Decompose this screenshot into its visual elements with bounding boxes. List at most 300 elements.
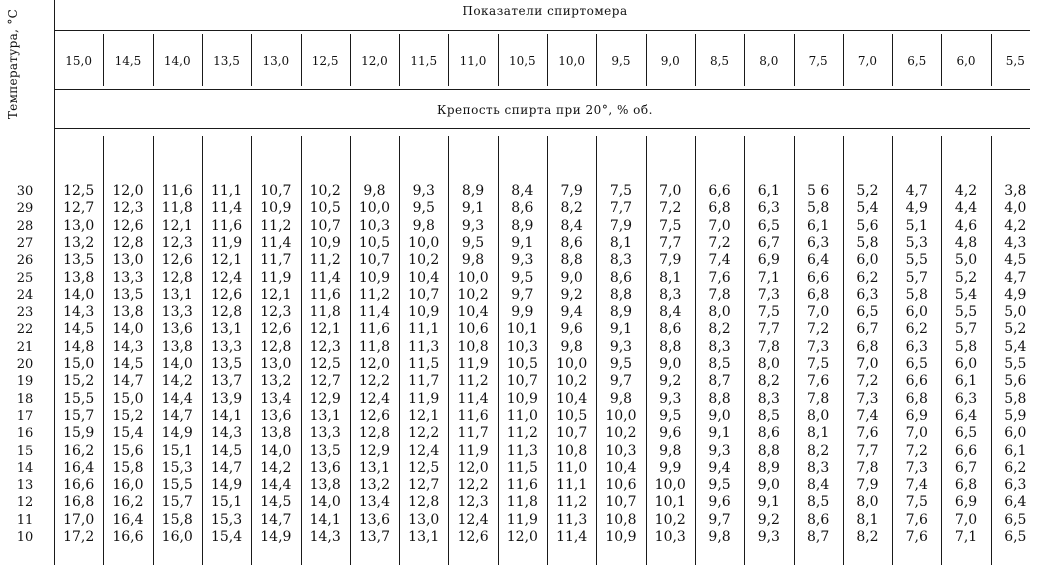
table-cell: 6,5 (905, 356, 928, 372)
table-cell: 6,3 (856, 286, 879, 303)
temperature-value: 14 (16, 460, 34, 476)
table-cell: 5,7 (905, 269, 928, 286)
table-cell: 5,0 (954, 252, 978, 269)
table-cell: 7,1 (757, 269, 780, 286)
table-cell: 8,6 (757, 425, 780, 442)
table-cell: 5,5 (1004, 356, 1027, 372)
table-cell: 7,0 (954, 511, 978, 528)
table-cell: 12,8 (260, 338, 292, 355)
table-cell: 15,1 (161, 442, 193, 459)
table-cell: 8,1 (856, 511, 879, 528)
table-cell: 8,5 (757, 407, 780, 424)
table-cell: 15,6 (112, 442, 144, 459)
table-cell: 7,9 (856, 477, 879, 494)
table-cell: 16,8 (63, 494, 95, 511)
table-cell: 5,4 (1004, 338, 1027, 355)
table-cell: 10,9 (309, 234, 341, 251)
table-cell: 11,1 (556, 477, 588, 494)
table-cell: 8,7 (807, 529, 830, 545)
table-cell: 13,0 (112, 252, 144, 269)
table-cell: 9,1 (708, 425, 731, 442)
table-cell: 5,8 (905, 286, 928, 303)
table-cell: 14,7 (112, 373, 144, 390)
table-cell: 9,8 (609, 390, 633, 407)
table-cell: 7,8 (856, 459, 879, 476)
table-cell: 15,4 (112, 425, 144, 442)
table-cell: 13,6 (358, 511, 391, 528)
temperature-value: 28 (16, 218, 34, 234)
table-cell: 8,0 (856, 494, 879, 511)
table-cell: 6,6 (905, 373, 928, 390)
table-cell: 12,7 (309, 373, 341, 390)
temperature-value: 27 (16, 235, 34, 251)
table-cell: 10,4 (605, 459, 637, 476)
table-cell: 8,9 (461, 183, 485, 199)
table-cell: 15,0 (63, 356, 95, 372)
table-cell: 11,9 (457, 356, 489, 372)
temperature-value: 18 (16, 391, 34, 407)
table-cell: 9,3 (757, 529, 780, 545)
table-cell: 14,1 (210, 407, 243, 424)
table-cell: 5,7 (954, 321, 978, 338)
table-cell: 13,3 (210, 338, 243, 355)
table-cell: 7,6 (708, 269, 731, 286)
temperature-label-text: Температура, °С (6, 8, 21, 120)
table-cell: 9,5 (461, 234, 485, 251)
table-cell: 13,2 (63, 234, 95, 251)
table-cell: 8,5 (807, 494, 830, 511)
table-cell: 10,4 (457, 304, 489, 321)
table-cell: 15,8 (161, 511, 193, 528)
table-cell: 9,0 (560, 269, 583, 286)
table-cell: 10,0 (654, 477, 686, 494)
table-cell: 10,8 (457, 338, 489, 355)
table-cell: 12,6 (260, 321, 292, 338)
table-cell: 6,0 (856, 252, 879, 269)
table-cell: 5,5 (954, 304, 978, 321)
table-cell: 12,8 (210, 304, 243, 321)
table-cell: 10,9 (506, 390, 538, 407)
column-header: 11,5 (410, 54, 438, 68)
table-cell: 14,1 (309, 511, 341, 528)
table-cell: 16,0 (112, 477, 144, 494)
table-cell: 11,5 (408, 356, 440, 372)
table-cell: 14,2 (161, 373, 193, 390)
table-cell: 8,4 (511, 183, 534, 199)
table-cell: 13,5 (112, 286, 144, 303)
table-cell: 15,7 (161, 494, 193, 511)
table-cell: 9,5 (609, 356, 633, 372)
table-cell: 6,7 (856, 321, 879, 338)
table-cell: 15,0 (112, 390, 144, 407)
table-cell: 4,5 (1004, 252, 1027, 269)
table-cell: 8,6 (609, 269, 633, 286)
temperature-value: 17 (16, 408, 34, 424)
table-cell: 10,9 (358, 269, 391, 286)
strength-title: Крепость спирта при 20°, % об. (437, 103, 653, 117)
table-cell: 5,4 (954, 286, 978, 303)
table-cell: 7,5 (757, 304, 780, 321)
table-cell: 12,0 (112, 183, 144, 199)
table-cell: 9,5 (511, 269, 534, 286)
table-cell: 8,6 (511, 200, 534, 217)
header-rule-bottom (54, 128, 1030, 129)
table-cell: 14,0 (161, 356, 193, 372)
table-cell: 14,7 (161, 407, 193, 424)
table-cell: 12,0 (358, 356, 391, 372)
table-cell: 11,4 (260, 234, 292, 251)
table-cell: 8,0 (807, 407, 830, 424)
table-cell: 6,0 (1004, 425, 1027, 442)
table-cell: 11,3 (408, 338, 440, 355)
table-cell: 13,8 (63, 269, 95, 286)
table-cell: 6,1 (757, 183, 780, 199)
table-cell: 15,3 (161, 459, 193, 476)
table-cell: 15,5 (161, 477, 193, 494)
table-cell: 9,3 (461, 217, 485, 234)
table-cell: 7,8 (708, 286, 731, 303)
table-cell: 9,3 (412, 183, 435, 199)
temperature-value: 16 (16, 426, 34, 442)
table-cell: 6,4 (1004, 494, 1027, 511)
table-cell: 9,8 (560, 338, 583, 355)
table-cell: 15,7 (63, 407, 95, 424)
table-cell: 6,5 (954, 425, 978, 442)
table-cell: 12,0 (506, 529, 538, 545)
table-cell: 8,4 (560, 217, 583, 234)
table-cell: 9,8 (708, 529, 731, 545)
table-cell: 6,1 (1004, 442, 1027, 459)
table-cell: 10,3 (654, 529, 686, 545)
table-cell: 15,8 (112, 459, 144, 476)
table-cell: 11,9 (408, 390, 440, 407)
table-cell: 6,1 (954, 373, 978, 390)
table-cell: 13,8 (161, 338, 193, 355)
table-cell: 10,1 (506, 321, 538, 338)
table-cell: 8,4 (659, 304, 682, 321)
table-cell: 10,7 (260, 183, 292, 199)
table-cell: 11,4 (457, 390, 489, 407)
table-cell: 13,7 (358, 529, 391, 545)
table-cell: 10,2 (654, 511, 686, 528)
table-cell: 6,9 (905, 407, 928, 424)
table-cell: 17,2 (63, 529, 95, 545)
table-cell: 9,5 (659, 407, 682, 424)
table-cell: 11,7 (457, 425, 489, 442)
table-cell: 6,5 (757, 217, 780, 234)
table-cell: 10,4 (408, 269, 440, 286)
table-cell: 12,8 (161, 269, 193, 286)
table-cell: 5,1 (905, 217, 928, 234)
table-cell: 10,3 (506, 338, 538, 355)
table-cell: 9,8 (461, 252, 485, 269)
table-cell: 7,9 (659, 252, 682, 269)
table-cell: 14,5 (210, 442, 243, 459)
table-cell: 8,1 (659, 269, 682, 286)
table-cell: 8,5 (708, 356, 731, 372)
table-cell: 6,8 (954, 477, 978, 494)
temperature-value: 21 (16, 339, 34, 355)
table-cell: 11,6 (210, 217, 243, 234)
table-cell: 12,8 (408, 494, 440, 511)
column-header: 12,5 (311, 54, 339, 68)
table-cell: 9,2 (560, 286, 583, 303)
table-cell: 7,7 (856, 442, 879, 459)
table-cell: 6,2 (905, 321, 928, 338)
table-cell: 6,8 (807, 286, 830, 303)
table-cell: 5,6 (1004, 373, 1027, 390)
table-cell: 13,0 (408, 511, 440, 528)
table-cell: 12,1 (408, 407, 440, 424)
table-cell: 7,7 (609, 200, 633, 217)
table-cell: 5,8 (1004, 390, 1027, 407)
table-cell: 7,2 (856, 373, 879, 390)
table-cell: 5,3 (905, 234, 928, 251)
table-cell: 12,1 (210, 252, 243, 269)
table-cell: 14,5 (260, 494, 292, 511)
table-cell: 11,2 (358, 286, 391, 303)
table-cell: 11,3 (556, 511, 588, 528)
table-cell: 10,0 (457, 269, 489, 286)
table-cell: 7,3 (905, 459, 928, 476)
table-cell: 10,7 (358, 252, 391, 269)
table-cell: 7,0 (659, 183, 682, 199)
table-cell: 6,7 (757, 234, 780, 251)
table-cell: 9,4 (560, 304, 583, 321)
table-cell: 10,5 (556, 407, 588, 424)
table-cell: 11,9 (457, 442, 489, 459)
table-cell: 11,2 (457, 373, 489, 390)
table-cell: 11,6 (457, 407, 489, 424)
table-cell: 12,6 (358, 407, 391, 424)
table-cell: 13,6 (309, 459, 341, 476)
table-cell: 10,7 (556, 425, 588, 442)
table-cell: 13,5 (309, 442, 341, 459)
table-cell: 13,1 (309, 407, 341, 424)
table-cell: 4,6 (954, 217, 978, 234)
table-cell: 7,8 (807, 390, 830, 407)
table-cell: 7,6 (856, 425, 879, 442)
table-cell: 12,9 (358, 442, 391, 459)
table-cell: 11,1 (210, 183, 243, 199)
table-cell: 8,8 (560, 252, 583, 269)
table-cell: 7,8 (757, 338, 780, 355)
table-cell: 3,8 (1004, 183, 1027, 199)
table-cell: 7,2 (807, 321, 830, 338)
table-cell: 11,7 (408, 373, 440, 390)
table-cell: 6,3 (757, 200, 780, 217)
table-cell: 8,0 (708, 304, 731, 321)
column-header: 6,5 (907, 54, 927, 68)
temperature-value: 10 (16, 530, 34, 545)
table-cell: 9,3 (708, 442, 731, 459)
table-cell: 8,6 (807, 511, 830, 528)
table-cell: 12,1 (161, 217, 193, 234)
table-cell: 11,9 (210, 234, 243, 251)
table-cell: 10,7 (605, 494, 637, 511)
table-cell: 13,3 (309, 425, 341, 442)
table-cell: 7,3 (757, 286, 780, 303)
table-cell: 4,8 (954, 234, 978, 251)
table-cell: 13,1 (408, 529, 440, 545)
table-cell: 12,2 (358, 373, 391, 390)
table-cell: 16,2 (112, 494, 144, 511)
table-cell: 14,4 (161, 390, 193, 407)
table-cell: 9,2 (757, 511, 780, 528)
table-cell: 4,9 (1004, 286, 1027, 303)
table-cell: 10,8 (556, 442, 588, 459)
table-cell: 13,6 (260, 407, 292, 424)
table-cell: 4,3 (1004, 234, 1027, 251)
table-cell: 14,4 (260, 477, 292, 494)
table-cell: 12,5 (309, 356, 341, 372)
table-cell: 9,0 (708, 407, 731, 424)
column-header: 8,0 (759, 54, 779, 68)
table-cell: 13,1 (210, 321, 243, 338)
table-cell: 13,2 (260, 373, 292, 390)
table-cell: 12,3 (309, 338, 341, 355)
table-cell: 10,2 (605, 425, 637, 442)
table-cell: 5,2 (856, 183, 879, 199)
table-cell: 7,4 (708, 252, 731, 269)
table-cell: 9,5 (412, 200, 435, 217)
table-cell: 10,2 (556, 373, 588, 390)
table-cell: 9,8 (412, 217, 435, 234)
table-cell: 12,2 (408, 425, 440, 442)
table-cell: 16,0 (161, 529, 193, 545)
table-cell: 11,4 (309, 269, 341, 286)
table-cell: 12,5 (63, 183, 95, 199)
table-cell: 6,5 (1004, 529, 1027, 545)
table-cell: 7,5 (609, 183, 633, 199)
table-cell: 9,6 (560, 321, 583, 338)
table-cell: 11,2 (309, 252, 341, 269)
table-cell: 8,9 (757, 459, 780, 476)
table-cell: 15,3 (210, 511, 243, 528)
table-cell: 12,4 (358, 390, 391, 407)
table-cell: 11,2 (260, 217, 292, 234)
table-cell: 16,4 (112, 511, 144, 528)
table-cell: 10,0 (556, 356, 588, 372)
table-cell: 9,1 (511, 234, 534, 251)
table-cell: 12,6 (457, 529, 489, 545)
table-cell: 12,8 (112, 234, 144, 251)
table-cell: 8,6 (560, 234, 583, 251)
table-cell: 13,8 (309, 477, 341, 494)
table-cell: 10,7 (506, 373, 538, 390)
table-cell: 4,4 (954, 200, 978, 217)
table-cell: 11,8 (358, 338, 391, 355)
table-cell: 9,4 (708, 459, 731, 476)
temperature-axis-label (2, 0, 24, 128)
table-cell: 10,9 (408, 304, 440, 321)
temperature-value: 24 (16, 287, 34, 303)
table-cell: 14,8 (63, 338, 95, 355)
table-cell: 6,4 (807, 252, 830, 269)
table-cell: 7,2 (905, 442, 928, 459)
table-cell: 4,2 (954, 183, 978, 199)
table-cell: 14,0 (63, 286, 95, 303)
table-cell: 10,9 (260, 200, 292, 217)
table-cell: 7,1 (954, 529, 978, 545)
table-cell: 7,4 (905, 477, 928, 494)
table-cell: 14,2 (260, 459, 292, 476)
table-cell: 4,0 (1004, 200, 1027, 217)
table-cell: 7,5 (659, 217, 682, 234)
table-cell: 11,1 (408, 321, 440, 338)
table-cell: 9,1 (609, 321, 633, 338)
table-cell: 12,8 (358, 425, 391, 442)
table-cell: 11,4 (210, 200, 243, 217)
table-cell: 7,6 (807, 373, 830, 390)
table-cell: 7,2 (659, 200, 682, 217)
table-cell: 6,3 (1004, 477, 1027, 494)
table-cell: 7,5 (905, 494, 928, 511)
table-cell: 12,3 (161, 234, 193, 251)
table-cell: 10,4 (556, 390, 588, 407)
table-cell: 15,2 (63, 373, 95, 390)
table-cell: 13,7 (210, 373, 243, 390)
temperature-value: 22 (16, 322, 34, 338)
table-cell: 12,6 (112, 217, 144, 234)
table-cell: 11,8 (506, 494, 538, 511)
table-cell: 12,1 (309, 321, 341, 338)
table-cell: 15,2 (112, 407, 144, 424)
column-header: 14,5 (114, 54, 142, 68)
table-cell: 5,8 (807, 200, 830, 217)
table-cell: 13,3 (112, 269, 144, 286)
table-cell: 10,0 (408, 234, 440, 251)
temperature-value: 23 (16, 305, 34, 321)
table-cell: 6,8 (708, 200, 731, 217)
table-cell: 4,7 (1004, 269, 1027, 286)
temperature-value: 25 (16, 270, 34, 286)
table-cell: 11,5 (506, 459, 538, 476)
table-cell: 4,9 (905, 200, 928, 217)
table-cell: 11,9 (260, 269, 292, 286)
table-cell: 13,9 (210, 390, 243, 407)
table-cell: 5,2 (1004, 321, 1027, 338)
table-cell: 8,9 (511, 217, 534, 234)
table-cell: 9,3 (659, 390, 682, 407)
table-cell: 5,5 (905, 252, 928, 269)
table-cell: 13,4 (260, 390, 292, 407)
table-cell: 8,2 (757, 373, 780, 390)
table-cell: 6,6 (807, 269, 830, 286)
table-cell: 6,9 (954, 494, 978, 511)
table-cell: 10,5 (358, 234, 391, 251)
table-cell: 8,2 (708, 321, 731, 338)
table-cell: 9,3 (511, 252, 534, 269)
table-cell: 5,6 (856, 217, 879, 234)
table-cell: 7,0 (807, 304, 830, 321)
table-cell: 7,2 (708, 234, 731, 251)
table-cell: 13,6 (161, 321, 193, 338)
table-cell: 11,6 (161, 183, 193, 199)
table-cell: 9,3 (609, 338, 633, 355)
table-cell: 6,6 (954, 442, 978, 459)
temperature-value: 20 (16, 357, 34, 372)
table-cell: 11,2 (506, 425, 538, 442)
table-cell: 9,9 (659, 459, 682, 476)
table-cell: 13,2 (358, 477, 391, 494)
column-header: 15,0 (65, 54, 92, 68)
column-header: 7,5 (808, 54, 828, 68)
table-cell: 10,3 (605, 442, 637, 459)
table-cell: 9,1 (461, 200, 485, 217)
table-cell: 12,4 (457, 511, 489, 528)
table-cell: 11,8 (309, 304, 341, 321)
